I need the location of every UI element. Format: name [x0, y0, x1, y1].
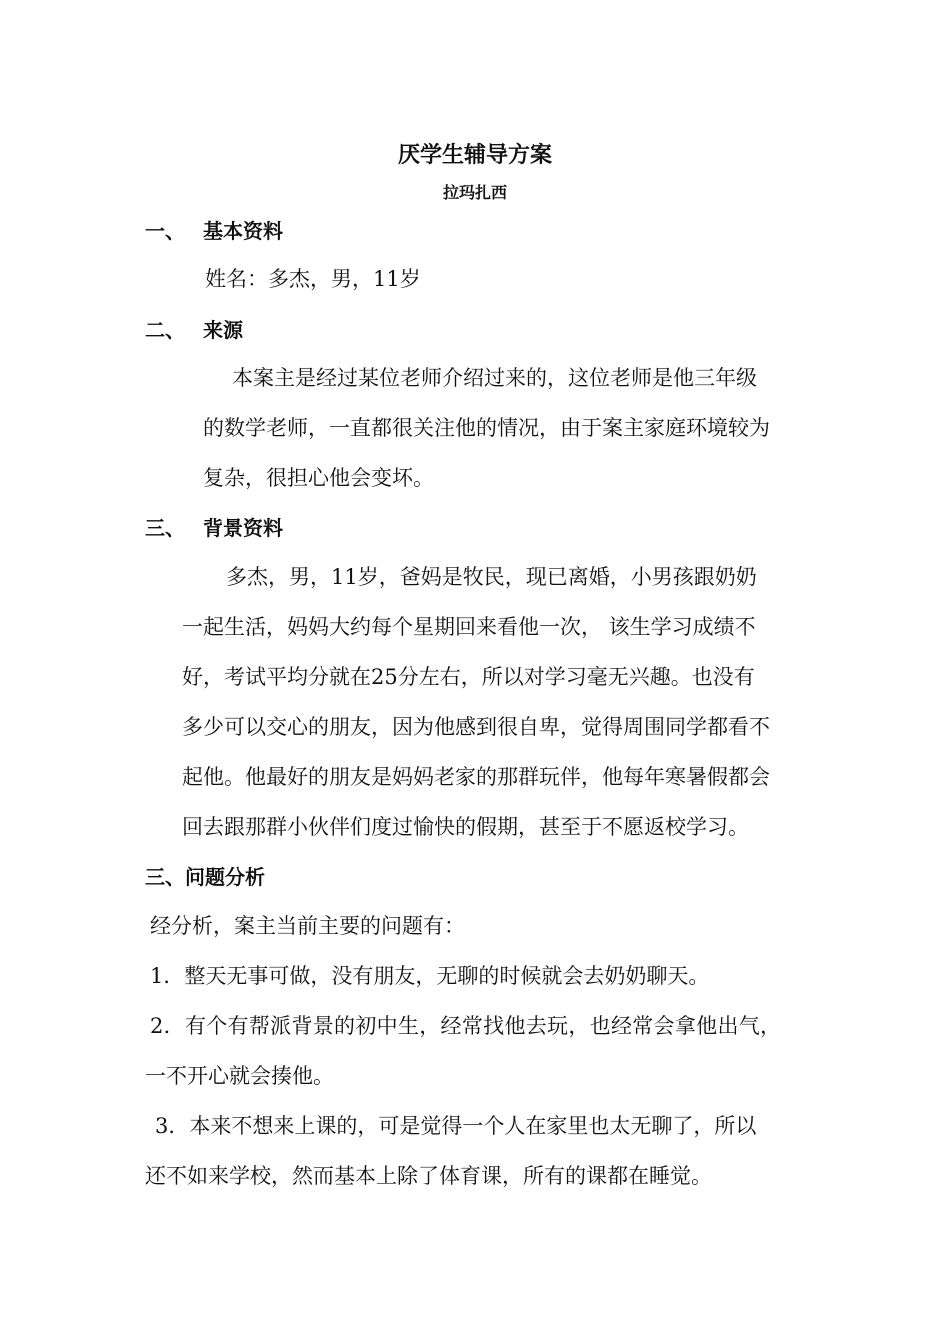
- paragraph-line: 回去跟那群小伙伴们度过愉快的假期，甚至于不愿返校学习。: [182, 815, 749, 839]
- list-item: 1．整天无事可做，没有朋友，无聊的时候就会去奶奶聊天。: [150, 964, 710, 988]
- section-title: 基本资料: [203, 219, 283, 243]
- paragraph-line: 多杰，男，11岁，爸妈是牧民，现已离婚，小男孩跟奶奶: [226, 565, 757, 589]
- section-number: 三、: [145, 516, 185, 540]
- list-item: 2．有个有帮派背景的初中生，经常找他去玩，也经常会拿他出气，: [150, 1014, 782, 1038]
- paragraph-line: 好，考试平均分就在25分左右，所以对学习毫无兴趣。也没有: [182, 665, 755, 689]
- basic-info-text: 姓名：多杰，男，11岁: [205, 267, 421, 291]
- section-title: 来源: [203, 318, 243, 342]
- section-heading-basic-info: [145, 215, 283, 244]
- section-heading-problem-analysis: 三、问题分析: [145, 865, 265, 889]
- paragraph-line: 本案主是经过某位老师介绍过来的，这位老师是他三年级: [232, 366, 757, 390]
- paragraph-line: 多少可以交心的朋友，因为他感到很自卑，觉得周围同学都看不: [182, 715, 770, 739]
- section-number: 一、: [145, 219, 185, 243]
- paragraph-line: 复杂，很担心他会变坏。: [203, 466, 434, 490]
- paragraph-line: 还不如来学校，然而基本上除了体育课，所有的课都在睡觉。: [145, 1164, 712, 1188]
- document-title: 厌学生辅导方案: [397, 143, 552, 168]
- section-heading-background: [145, 512, 283, 541]
- paragraph-line: 经分析，案主当前主要的问题有：: [150, 914, 465, 938]
- paragraph-line: 一不开心就会揍他。: [145, 1064, 334, 1088]
- section-heading-source: [145, 314, 243, 343]
- paragraph-line: 起他。他最好的朋友是妈妈老家的那群玩伴，他每年寒暑假都会: [182, 765, 770, 789]
- section-number: 二、: [145, 318, 185, 342]
- document-author: 拉玛扎西: [442, 183, 507, 202]
- paragraph-line: 一起生活，妈妈大约每个星期回来看他一次， 该生学习成绩不: [182, 615, 756, 639]
- list-item: 3．本来不想来上课的，可是觉得一个人在家里也太无聊了，所以: [155, 1114, 757, 1138]
- section-title: 背景资料: [203, 516, 283, 540]
- paragraph-line: 的数学老师，一直都很关注他的情况，由于案主家庭环境较为: [203, 416, 770, 440]
